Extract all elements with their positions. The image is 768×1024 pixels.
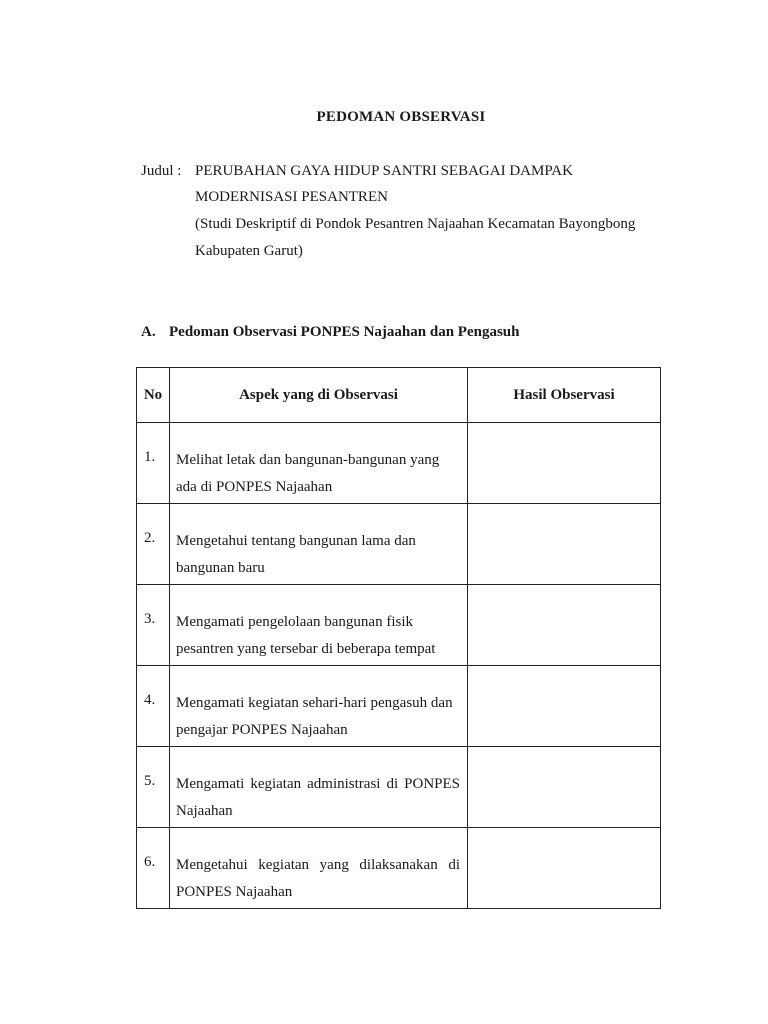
row-number: 5. (137, 747, 170, 828)
section-a-heading (141, 324, 519, 341)
row-number: 2. (137, 504, 170, 585)
header-aspek: Aspek yang di Observasi (170, 368, 468, 423)
judul-line-4: Kabupaten Garut) (195, 243, 303, 259)
table-header-row (137, 368, 661, 423)
section-a-title: Pedoman Observasi PONPES Najaahan dan Pengasuh (169, 324, 520, 340)
row-aspek-line-2: pesantren yang tersebar di beberapa tempat (176, 641, 436, 657)
document-title: PEDOMAN OBSERVASI (316, 109, 486, 125)
row-aspek-line-1: Mengamati kegiatan administrasi di PONPES (176, 776, 460, 792)
section-a-letter: A. (141, 324, 156, 340)
row-aspek-line-1: Mengetahui tentang bangunan lama dan (176, 533, 416, 549)
row-aspek (170, 747, 468, 828)
row-aspek-line-2: Najaahan (176, 803, 233, 819)
row-aspek (170, 423, 468, 504)
table-row (137, 504, 661, 585)
table-row (137, 423, 661, 504)
row-number: 3. (137, 585, 170, 666)
row-number: 1. (137, 423, 170, 504)
row-aspek-line-2: pengajar PONPES Najaahan (176, 722, 348, 738)
row-aspek-line-1: Mengamati pengelolaan bangunan fisik (176, 614, 414, 630)
row-aspek (170, 504, 468, 585)
header-no: No (137, 368, 170, 423)
row-aspek-line-1: Mengetahui kegiatan yang dilaksanakan di (176, 857, 460, 873)
row-hasil-cell (468, 666, 661, 747)
row-hasil-cell (468, 504, 661, 585)
row-aspek (170, 585, 468, 666)
observation-table (136, 367, 661, 909)
table-row (137, 747, 661, 828)
row-hasil-cell (468, 585, 661, 666)
judul-line-3: (Studi Deskriptif di Pondok Pesantren Najaahan Kecamatan Bayongbong (195, 216, 636, 232)
row-number: 6. (137, 828, 170, 909)
table-row (137, 828, 661, 909)
table-row (137, 666, 661, 747)
judul-line-2: MODERNISASI PESANTREN (195, 189, 388, 205)
row-aspek-line-2: ada di PONPES Najaahan (176, 479, 333, 495)
row-aspek (170, 666, 468, 747)
row-aspek-line-1: Mengamati kegiatan sehari-hari pengasuh dan (176, 695, 453, 711)
row-hasil-cell (468, 828, 661, 909)
row-aspek-line-1: Melihat letak dan bangunan-bangunan yang (176, 452, 440, 468)
table-row (137, 585, 661, 666)
row-hasil-cell (468, 747, 661, 828)
row-aspek (170, 828, 468, 909)
row-aspek-line-2: bangunan baru (176, 560, 265, 576)
judul-line-1: PERUBAHAN GAYA HIDUP SANTRI SEBAGAI DAMPAK (195, 163, 573, 179)
header-hasil: Hasil Observasi (468, 368, 661, 423)
row-aspek-line-2: PONPES Najaahan (176, 884, 293, 900)
judul-label: Judul : (141, 163, 182, 179)
row-number: 4. (137, 666, 170, 747)
row-hasil-cell (468, 423, 661, 504)
